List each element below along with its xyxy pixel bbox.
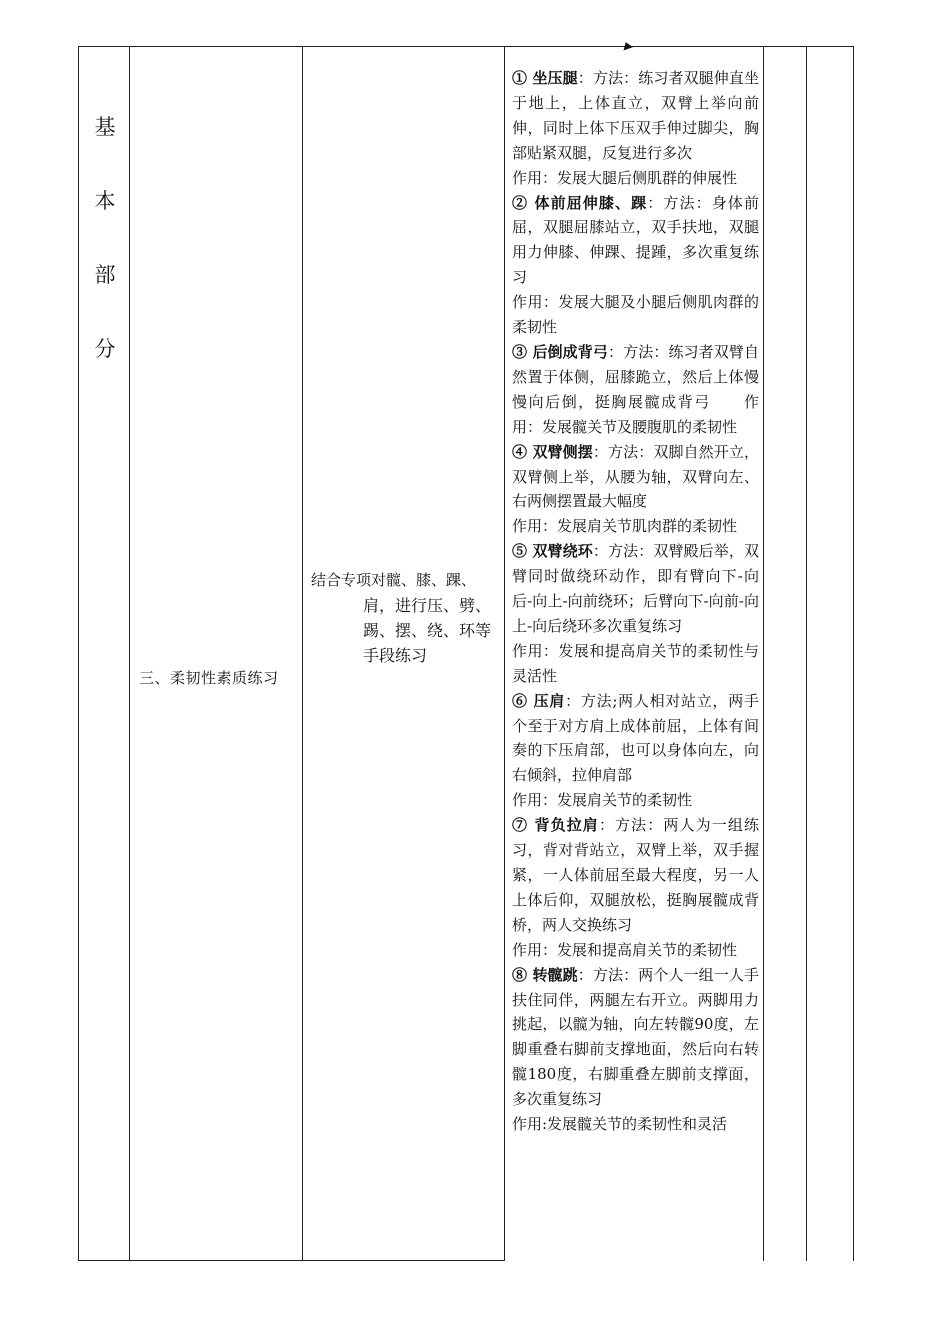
exercise-title: ② 体前屈伸膝、踝: [512, 193, 648, 212]
training-means: [311, 567, 499, 668]
exercise-item: [512, 813, 759, 938]
exercise-effect: 作用：发展肩关节的柔韧性: [512, 791, 693, 810]
section-char: 分: [94, 337, 116, 361]
exercise-method: ：方法：练习者双臂自然置于体侧，屈膝跪立，然后上体慢慢向后倒，挺胸展髋成背弓 作用：发展髋关节及腰腹肌的柔韧性: [512, 342, 759, 436]
col-border-1: [78, 46, 79, 1261]
table-bottom-border-left: [78, 1260, 504, 1261]
means-line: 手段练习: [363, 646, 428, 665]
exercise-method: ：方法：双臂殿后举，双臂同时做绕环动作，即有臂向下-向后-向上-向前绕环；后臂向下-向前-向上-向后绕环多次重复练习: [512, 542, 759, 635]
exercise-item: [512, 689, 759, 789]
exercise-effect: 作用：发展大腿及小腿后侧肌肉群的柔韧性: [512, 293, 759, 337]
exercise-title: ⑥ 压肩: [512, 691, 566, 710]
exercise-method: ：方法;两人相对站立，两手个至于对方肩上成体前屈，上体有间奏的下压肩部，也可以身体向左，向右倾斜，拉伸肩部: [512, 691, 759, 785]
exercise-effect: 作用：发展大腿后侧肌群的伸展性: [512, 168, 738, 187]
section-char: 部: [94, 263, 116, 287]
exercise-item: [512, 963, 759, 1112]
col-border-4: [504, 46, 505, 1261]
exercise-method: ：方法：身体前屈，双腿屈膝站立，双手扶地，双腿用力伸膝、伸踝、提踵，多次重复练习: [512, 193, 759, 287]
exercise-title: ① 坐压腿: [512, 69, 578, 87]
exercise-effect: 作用：发展和提高肩关节的柔韧性与灵活性: [512, 641, 759, 685]
exercise-list: [512, 66, 759, 1137]
exercise-method: ：方法：练习者双腿伸直坐于地上，上体直立，双臂上举向前伸，同时上体下压双手伸过脚尖，胸部贴紧双腿，反复进行多次: [512, 69, 759, 162]
exercise-title: ⑤ 双臂绕环: [512, 542, 593, 561]
exercise-effect: 作用：发展和提高肩关节的柔韧性: [512, 940, 738, 959]
exercise-item: [512, 440, 759, 515]
col-border-2: [129, 46, 130, 1261]
exercise-method: ：方法：双脚自然开立，双臂侧上举，从腰为轴，双臂向左、右两侧摆置最大幅度: [512, 442, 759, 511]
exercise-item: [512, 66, 759, 166]
exercise-method: ：方法：两人为一组练习，背对背站立，双臂上举，双手握紧，一人体前屈至最大程度，另一人上体后仰，双腿放松，挺胸展髋成背桥，两人交换练习: [512, 816, 759, 934]
section-label: [92, 90, 118, 386]
exercise-title: ③ 后倒成背弓: [512, 342, 608, 361]
exercise-item: [512, 191, 759, 291]
exercise-method: ：方法：两个人一组一人手扶住同伴，两腿左右开立。两脚用力挑起，以髋为轴，向左转髋90度，左脚重叠右脚前支撑地面，然后向右转髋180度，右脚重叠左脚前支撑面，多次重复练习: [512, 965, 759, 1109]
cursor-marker-icon: [621, 41, 633, 51]
col-border-3: [302, 46, 303, 1261]
means-line: 肩，进行压、劈、: [363, 596, 492, 615]
exercise-item: [512, 539, 759, 639]
section-char: 本: [94, 189, 116, 213]
exercise-title: ⑦ 背负拉肩: [512, 816, 599, 835]
exercise-item: [512, 340, 759, 440]
exercise-title: ⑧ 转髋跳: [512, 965, 578, 984]
section-char: 基: [94, 115, 116, 139]
exercise-effect: 作用：发展肩关节肌肉群的柔韧性: [512, 517, 738, 536]
col-border-7: [853, 46, 854, 1261]
col-border-6: [806, 46, 807, 1261]
col-border-5: [763, 46, 764, 1261]
table-top-border: [78, 46, 854, 47]
exercise-title: ④ 双臂侧摆: [512, 442, 593, 461]
topic-title: 三、柔韧性素质练习: [139, 669, 279, 687]
means-line: 结合专项对髋、膝、踝、: [311, 571, 477, 589]
means-line: 踢、摆、绕、环等: [363, 621, 492, 640]
exercise-effect: 作用:发展髋关节的柔韧性和灵活: [512, 1115, 728, 1134]
